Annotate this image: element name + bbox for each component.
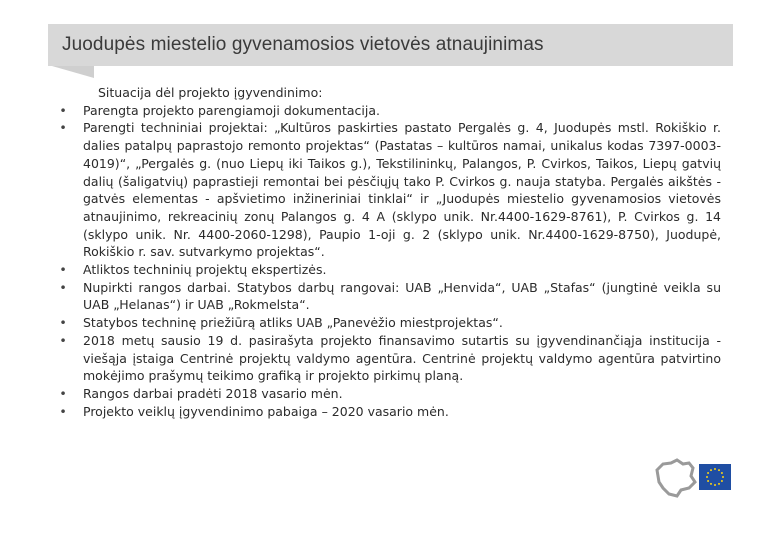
bullet-list bbox=[58, 102, 721, 421]
list-item bbox=[58, 385, 721, 403]
list-item bbox=[58, 279, 721, 314]
eu-star bbox=[707, 480, 709, 482]
bullet-icon: • bbox=[59, 120, 67, 136]
eu-star bbox=[714, 468, 716, 470]
list-item-text: Projekto veiklų įgyvendinimo pabaiga – 2020 vasario mėn. bbox=[83, 403, 449, 419]
eu-star bbox=[718, 469, 720, 471]
list-item-text: Atliktos techninių projektų ekspertizės. bbox=[83, 262, 327, 278]
list-item-text: 2018 metų sausio 19 d. pasirašyta projekto finansavimo sutartis su įgyvendinančiąja institucija - viešąja įstaiga Centrinė projektų valdymo agentūra. Centrinė projektų valdymo agentūra patvirtino mokėjimo prašymų teikimo grafiką ir projekto pirkimų planą. bbox=[83, 332, 721, 384]
eu-star bbox=[710, 483, 712, 485]
slide-content bbox=[58, 84, 721, 420]
list-item bbox=[58, 403, 721, 421]
bullet-icon: • bbox=[59, 332, 67, 348]
list-item-text: Parengti techniniai projektai: „Kultūros paskirties pastato Pergalės g. 4, Juodupės mstl. Rokiškio r. dalies patalpų paprastojo remonto projektas“ (Pastatas – kultūros namai, unikalus kodas 7397-0003-4019)“, „Pergalės g. (nuo Liepų iki Taikos g.), Tekstilininkų, Palangos, P. Cvirkos, Taikos, Liepų gatvių dalių (šaligatvių) paprastieji remontai bei pėsčiųjų tako P. Cvirkos g. nauja statyba. Pergalės aikštės - gatvės elementas - apšvietimo inžineriniai tinklai“ ir „Juodupės miestelio gyvenamosios vietovės atnaujinimo, rekreacinių zonų Palangos g. 4 A (sklypo unik. Nr.4400-1629-8761), P. Cvirkos g. 14 (sklypo unik. Nr. 4400-2060-1298), Paupio 1-oji g. 2 (sklypo unik. Nr.4400-1629-8750), Juodupė, Rokiškio r. sav. sutvarkymo projektas“. bbox=[83, 120, 721, 260]
lithuania-map-icon bbox=[657, 460, 695, 496]
bullet-icon: • bbox=[59, 385, 67, 401]
list-item bbox=[58, 332, 721, 385]
list-item bbox=[58, 102, 721, 120]
eu-star bbox=[722, 476, 724, 478]
list-item-text: Rangos darbai pradėti 2018 vasario mėn. bbox=[83, 385, 343, 401]
slide-title: Juodupės miestelio gyvenamosios vietovės atnaujinimas bbox=[62, 34, 544, 55]
eu-star bbox=[718, 483, 720, 485]
eu-star bbox=[706, 476, 708, 478]
eu-flag-icon bbox=[699, 464, 731, 490]
eu-star bbox=[721, 480, 723, 482]
list-item-text: Statybos techninę priežiūrą atliks UAB „Panevėžio miestprojektas“. bbox=[83, 315, 503, 331]
list-item-text: Nupirkti rangos darbai. Statybos darbų rangovai: UAB „Henvida“, UAB „Stafas“ (jungtinė veikla su UAB „Helanas“) ir UAB „Rokmelsta“. bbox=[83, 279, 721, 313]
bullet-icon: • bbox=[59, 102, 67, 118]
list-item-text: Parengta projekto parengiamoji dokumentacija. bbox=[83, 102, 380, 118]
intro-text: Situacija dėl projekto įgyvendinimo: bbox=[98, 85, 323, 100]
eu-star bbox=[710, 469, 712, 471]
logo-group bbox=[655, 458, 735, 500]
title-bar bbox=[48, 24, 733, 66]
eu-star bbox=[714, 484, 716, 486]
bullet-icon: • bbox=[59, 403, 67, 419]
bullet-icon: • bbox=[59, 262, 67, 278]
list-item bbox=[58, 261, 721, 279]
list-item bbox=[58, 119, 721, 261]
eu-star bbox=[721, 472, 723, 474]
list-item bbox=[58, 314, 721, 332]
bullet-icon: • bbox=[59, 279, 67, 295]
eu-star bbox=[707, 472, 709, 474]
title-tab-decoration bbox=[52, 66, 94, 78]
bullet-icon: • bbox=[59, 315, 67, 331]
